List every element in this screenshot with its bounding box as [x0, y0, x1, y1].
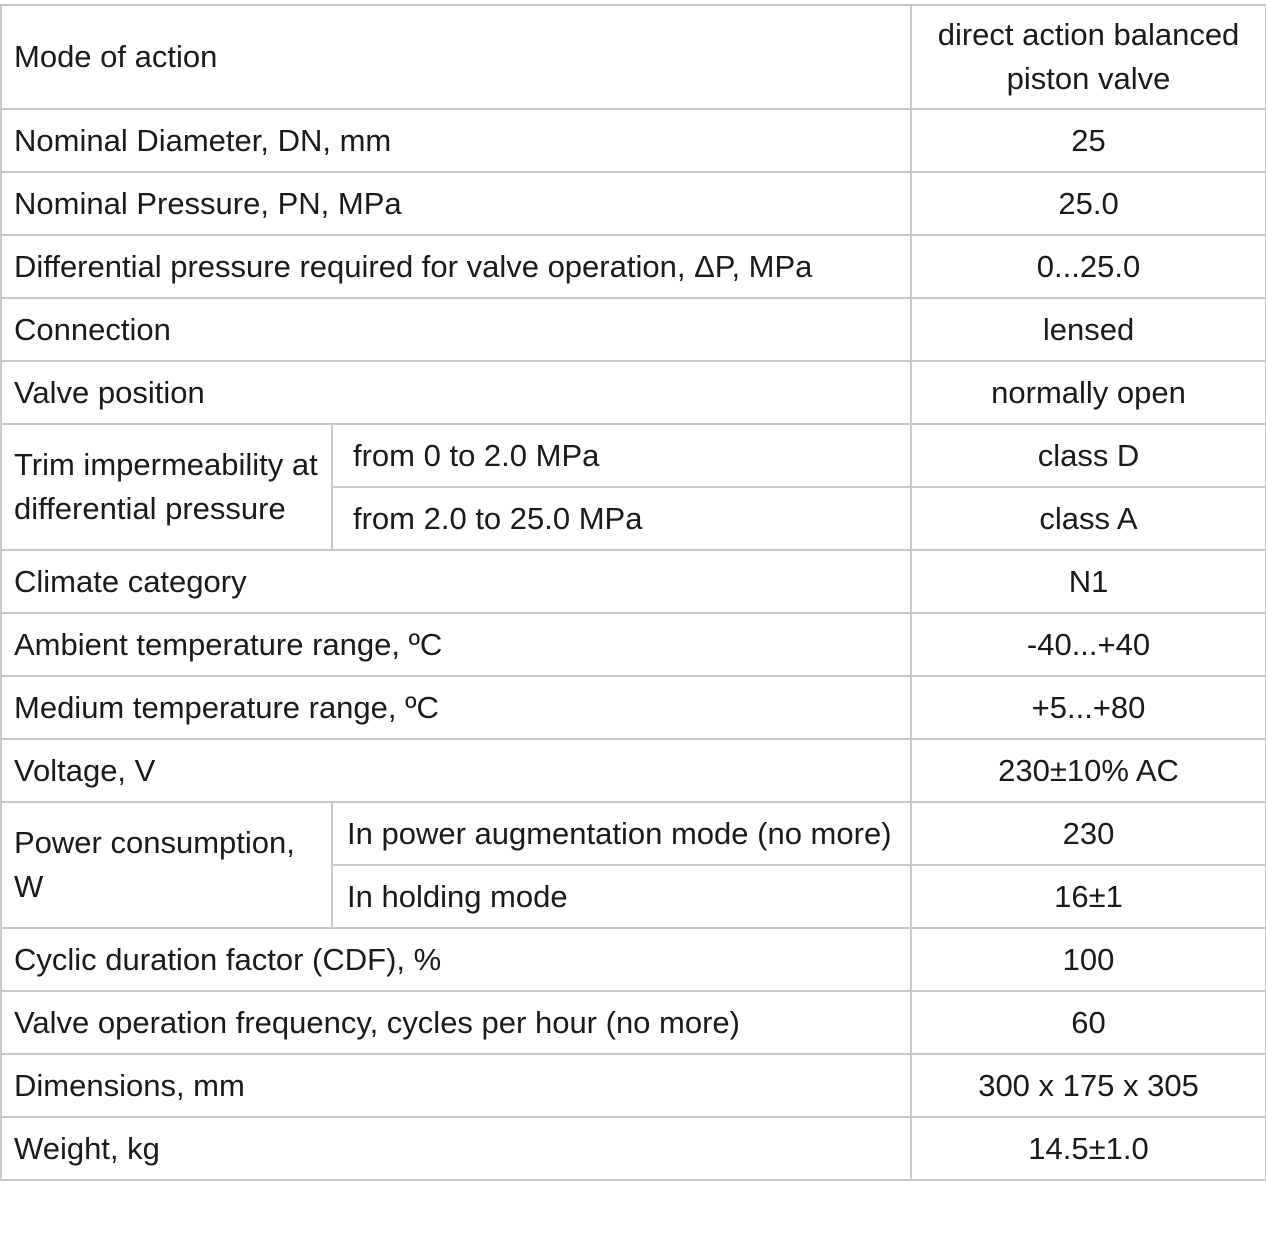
row-value: 25: [911, 109, 1266, 172]
row-label: Valve position: [1, 361, 911, 424]
row-label: Weight, kg: [1, 1117, 911, 1180]
row-label: Differential pressure required for valve operation, ΔP, MPa: [1, 235, 911, 298]
row-value: class A: [911, 487, 1266, 550]
table-row: [1, 802, 1266, 865]
row-label: Voltage, V: [1, 739, 911, 802]
table-row: [1, 1054, 1266, 1117]
row-value: 25.0: [911, 172, 1266, 235]
table-row: [1, 235, 1266, 298]
sub-row-label: In holding mode: [332, 865, 911, 928]
row-label: Ambient temperature range, ºC: [1, 613, 911, 676]
row-value: -40...+40: [911, 613, 1266, 676]
row-label: Climate category: [1, 550, 911, 613]
row-value: 16±1: [911, 865, 1266, 928]
sub-row-label: In power augmentation mode (no more): [332, 802, 911, 865]
row-label: Trim impermeability at differential pressure: [1, 424, 332, 550]
row-value: 100: [911, 928, 1266, 991]
sub-row-label: from 2.0 to 25.0 MPa: [332, 487, 911, 550]
row-value: +5...+80: [911, 676, 1266, 739]
row-value: 0...25.0: [911, 235, 1266, 298]
table-row: [1, 298, 1266, 361]
table-row: [1, 5, 1266, 109]
row-label: Dimensions, mm: [1, 1054, 911, 1117]
row-value: direct action balanced piston valve: [911, 5, 1266, 109]
row-value: class D: [911, 424, 1266, 487]
table-row: [1, 1117, 1266, 1180]
row-value: 14.5±1.0: [911, 1117, 1266, 1180]
row-value: 230: [911, 802, 1266, 865]
row-label: Valve operation frequency, cycles per hour (no more): [1, 991, 911, 1054]
row-label: Nominal Diameter, DN, mm: [1, 109, 911, 172]
table-row: [1, 109, 1266, 172]
row-label: Connection: [1, 298, 911, 361]
row-value: normally open: [911, 361, 1266, 424]
row-value: 230±10% AC: [911, 739, 1266, 802]
table-row: [1, 676, 1266, 739]
row-label: Cyclic duration factor (CDF), %: [1, 928, 911, 991]
row-label: Power consumption, W: [1, 802, 332, 928]
row-value: lensed: [911, 298, 1266, 361]
table-row: [1, 550, 1266, 613]
table-row: [1, 991, 1266, 1054]
row-value: 300 x 175 x 305: [911, 1054, 1266, 1117]
sub-row-label: from 0 to 2.0 MPa: [332, 424, 911, 487]
table-row: [1, 172, 1266, 235]
row-label: Medium temperature range, ºC: [1, 676, 911, 739]
row-value: 60: [911, 991, 1266, 1054]
spec-table: [0, 4, 1266, 1181]
row-label: Mode of action: [1, 5, 911, 109]
row-label: Nominal Pressure, PN, MPa: [1, 172, 911, 235]
table-row: [1, 361, 1266, 424]
table-row: [1, 739, 1266, 802]
row-value: N1: [911, 550, 1266, 613]
table-row: [1, 928, 1266, 991]
table-row: [1, 613, 1266, 676]
table-row: [1, 424, 1266, 487]
